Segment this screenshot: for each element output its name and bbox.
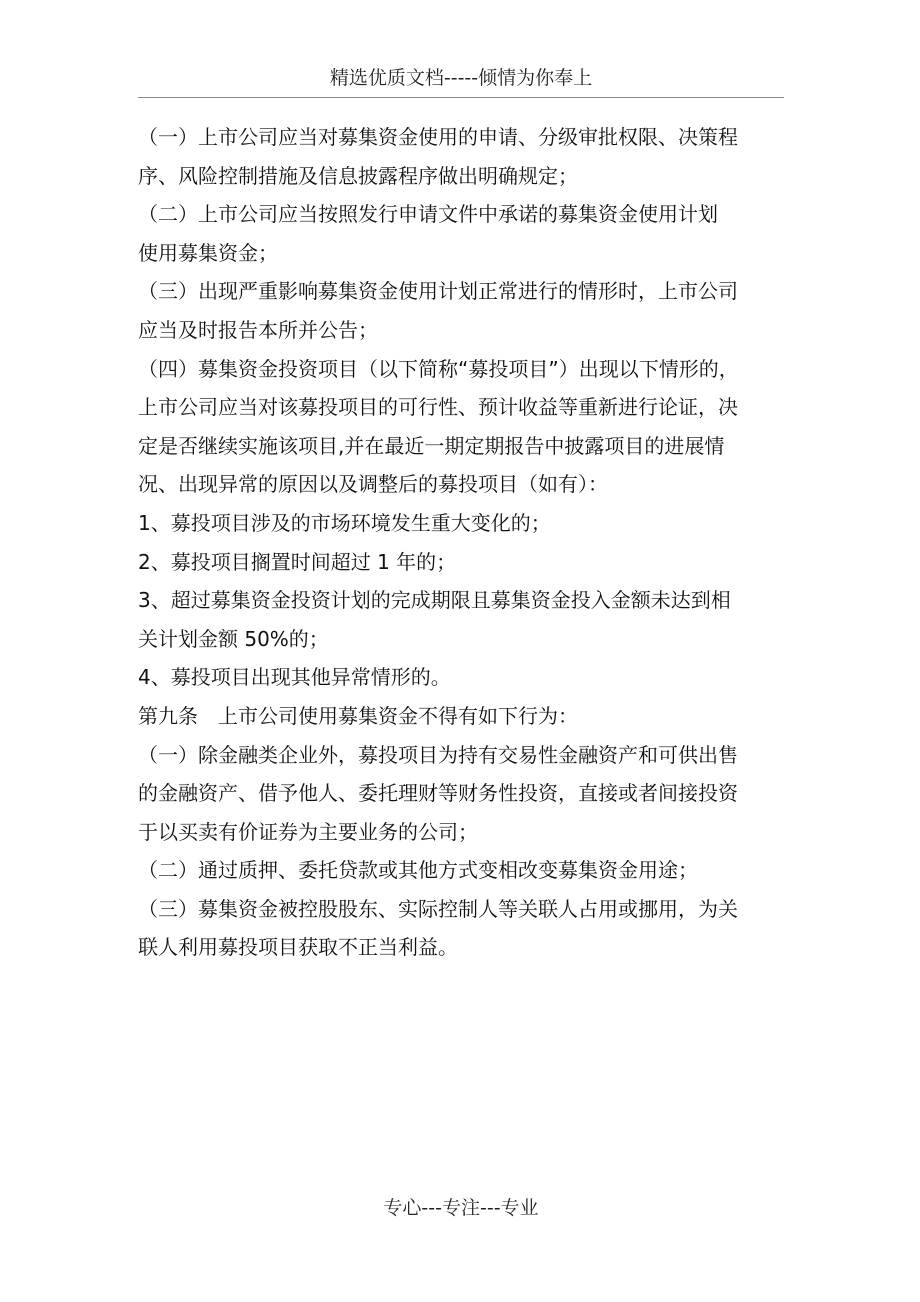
text-line: 关计划金额 50%的； xyxy=(138,626,329,651)
text-line: （一）上市公司应当对募集资金使用的申请、分级审批权限、决策程 xyxy=(138,125,738,149)
text-line: 2、募投项目搁置时间超过 1 年的； xyxy=(138,549,457,574)
text-line: （三）募集资金被控股股东、实际控制人等关联人占用或挪用，为关 xyxy=(138,896,738,921)
text-line: 应当及时报告本所并公告； xyxy=(138,317,378,342)
text-line: （四）募集资金投资项目（以下简称“募投项目”）出现以下情形的， xyxy=(138,356,739,381)
text-line: 的金融资产、借予他人、委托理财等财务性投资，直接或者间接投资 xyxy=(138,781,738,806)
text-line: 1、募投项目涉及的市场环境发生重大变化的； xyxy=(138,510,551,535)
text-line: 序、风险控制措施及信息披露程序做出明确规定； xyxy=(138,163,578,188)
text-line: 第九条 上市公司使用募集资金不得有如下行为： xyxy=(138,703,578,728)
page-header: 精选优质文档-----倾情为你奉上 xyxy=(329,67,593,89)
text-line: 4、募投项目出现其他异常情形的。 xyxy=(138,665,451,690)
text-line: 况、出现异常的原因以及调整后的募投项目（如有）： xyxy=(138,472,608,497)
text-line: 定是否继续实施该项目,并在最近一期定期报告中披露项目的进展情 xyxy=(138,433,725,458)
text-line: （二）通过质押、委托贷款或其他方式变相改变募集资金用途； xyxy=(138,858,698,883)
text-line: 于以买卖有价证券为主要业务的公司； xyxy=(138,819,478,844)
text-line: （三）出现严重影响募集资金使用计划正常进行的情形时，上市公司 xyxy=(138,279,738,304)
text-line: 上市公司应当对该募投项目的可行性、预计收益等重新进行论证，决 xyxy=(138,395,738,420)
text-line: 联人利用募投项目获取不正当利益。 xyxy=(138,935,458,960)
header-divider xyxy=(138,97,784,98)
text-line: （一）除金融类企业外，募投项目为持有交易性金融资产和可供出售 xyxy=(138,742,738,767)
document-body xyxy=(138,118,784,967)
text-line: （二）上市公司应当按照发行申请文件中承诺的募集资金使用计划 xyxy=(138,202,718,227)
text-line: 3、超过募集资金投资计划的完成期限且募集资金投入金额未达到相 xyxy=(138,588,731,613)
page-footer: 专心---专注---专业 xyxy=(383,1197,539,1219)
text-line: 使用募集资金； xyxy=(138,240,278,265)
